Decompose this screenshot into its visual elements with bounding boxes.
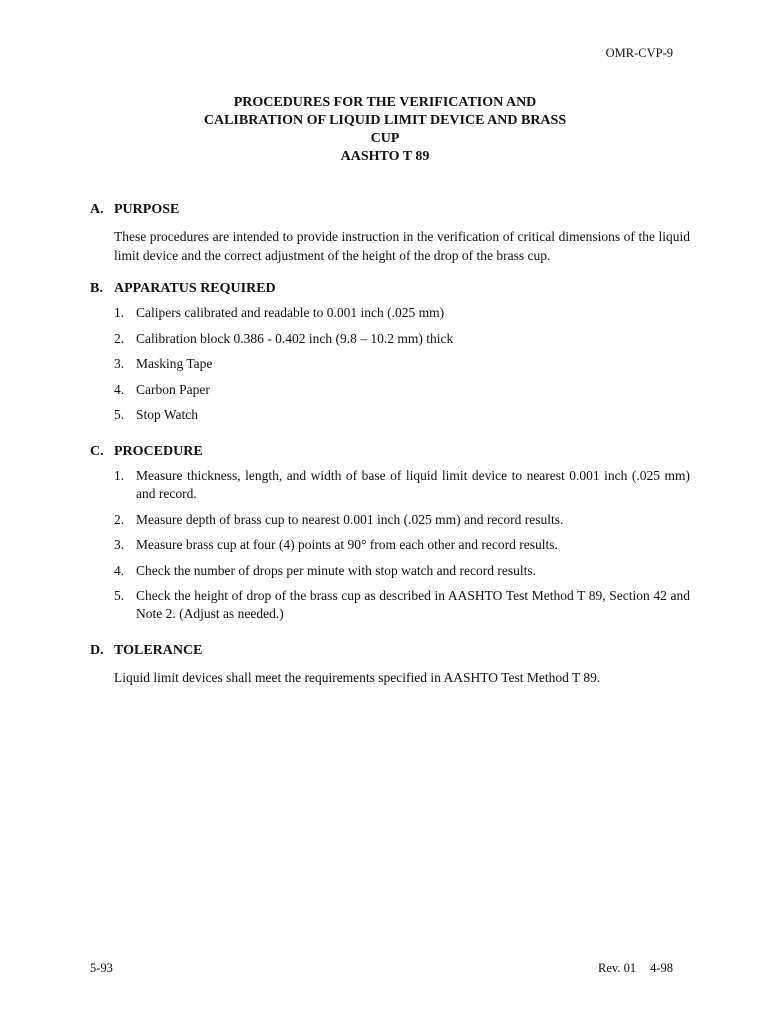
item-text: Carbon Paper [136, 381, 210, 397]
item-number: 3. [114, 537, 125, 552]
item-number: 4. [114, 381, 125, 397]
item-text: Masking Tape [136, 356, 213, 371]
section-heading-apparatus [90, 280, 690, 298]
footer-date-left: 5-93 [90, 961, 113, 975]
section-heading-procedure [90, 443, 690, 461]
list-item [114, 536, 690, 554]
document-code: OMR-CVP-9 [605, 46, 673, 60]
document-title [0, 94, 770, 166]
list-item [114, 587, 690, 623]
section-letter: D. [90, 643, 104, 658]
section-purpose [90, 201, 690, 265]
list-item [114, 355, 690, 373]
item-number: 1. [114, 305, 125, 320]
item-number: 4. [114, 562, 125, 578]
section-title: APPARATUS REQUIRED [114, 281, 276, 296]
section-heading-purpose [90, 201, 690, 219]
section-heading-tolerance [90, 642, 690, 660]
section-letter: A. [90, 202, 104, 217]
item-number: 1. [114, 468, 125, 483]
item-number: 2. [114, 330, 125, 346]
revision-label: Rev. 01 [598, 961, 637, 975]
item-number: 5. [114, 588, 125, 603]
list-item [114, 381, 690, 399]
apparatus-list [114, 304, 690, 424]
item-number: 3. [114, 356, 125, 371]
item-text: Check the height of drop of the brass cup as described in AASHTO Test Method T 89, Section 42 and Note 2. (Adjust as needed.) [136, 588, 690, 621]
item-text: Calibration block 0.386 - 0.402 inch (9.8 – 10.2 mm) thick [136, 330, 454, 346]
item-text: Check the number of drops per minute with stop watch and record results. [136, 562, 537, 578]
title-line-1: PROCEDURES FOR THE VERIFICATION AND [233, 95, 537, 110]
list-item [114, 406, 690, 424]
tolerance-text: Liquid limit devices shall meet the requirements specified in AASHTO Test Method T 89. [114, 670, 601, 685]
list-item [114, 511, 690, 529]
item-text: Stop Watch [136, 407, 199, 422]
list-item [114, 330, 690, 348]
section-title: TOLERANCE [114, 643, 203, 658]
item-text: Measure thickness, length, and width of base of liquid limit device to nearest 0.001 inch (.025 mm) and record. [136, 468, 690, 501]
list-item [114, 562, 690, 580]
item-number: 2. [114, 511, 125, 527]
item-text: Measure brass cup at four (4) points at 90° from each other and record results. [136, 537, 558, 552]
section-tolerance [90, 642, 690, 687]
purpose-text: These procedures are intended to provide instruction in the verification of critical dimensions of the liquid limit device and the correct adjustment of the height of the drop of the brass cup. [114, 229, 690, 263]
title-line-4: AASHTO T 89 [340, 149, 430, 164]
item-number: 5. [114, 407, 125, 422]
section-title: PROCEDURE [114, 444, 203, 459]
section-letter: B. [90, 281, 103, 296]
list-item [114, 467, 690, 503]
title-line-2: CALIBRATION OF LIQUID LIMIT DEVICE AND BRASS [203, 113, 567, 128]
footer-revision [584, 961, 673, 976]
item-text: Measure depth of brass cup to nearest 0.001 inch (.025 mm) and record results. [136, 511, 564, 527]
section-letter: C. [90, 444, 104, 459]
revision-date: 4-98 [650, 961, 673, 975]
section-procedure [90, 443, 690, 631]
section-apparatus [90, 280, 690, 432]
title-line-3: CUP [370, 131, 400, 146]
procedure-list [114, 467, 690, 623]
section-title: PURPOSE [114, 202, 180, 217]
item-text: Calipers calibrated and readable to 0.001 inch (.025 mm) [136, 305, 445, 320]
list-item [114, 304, 690, 322]
